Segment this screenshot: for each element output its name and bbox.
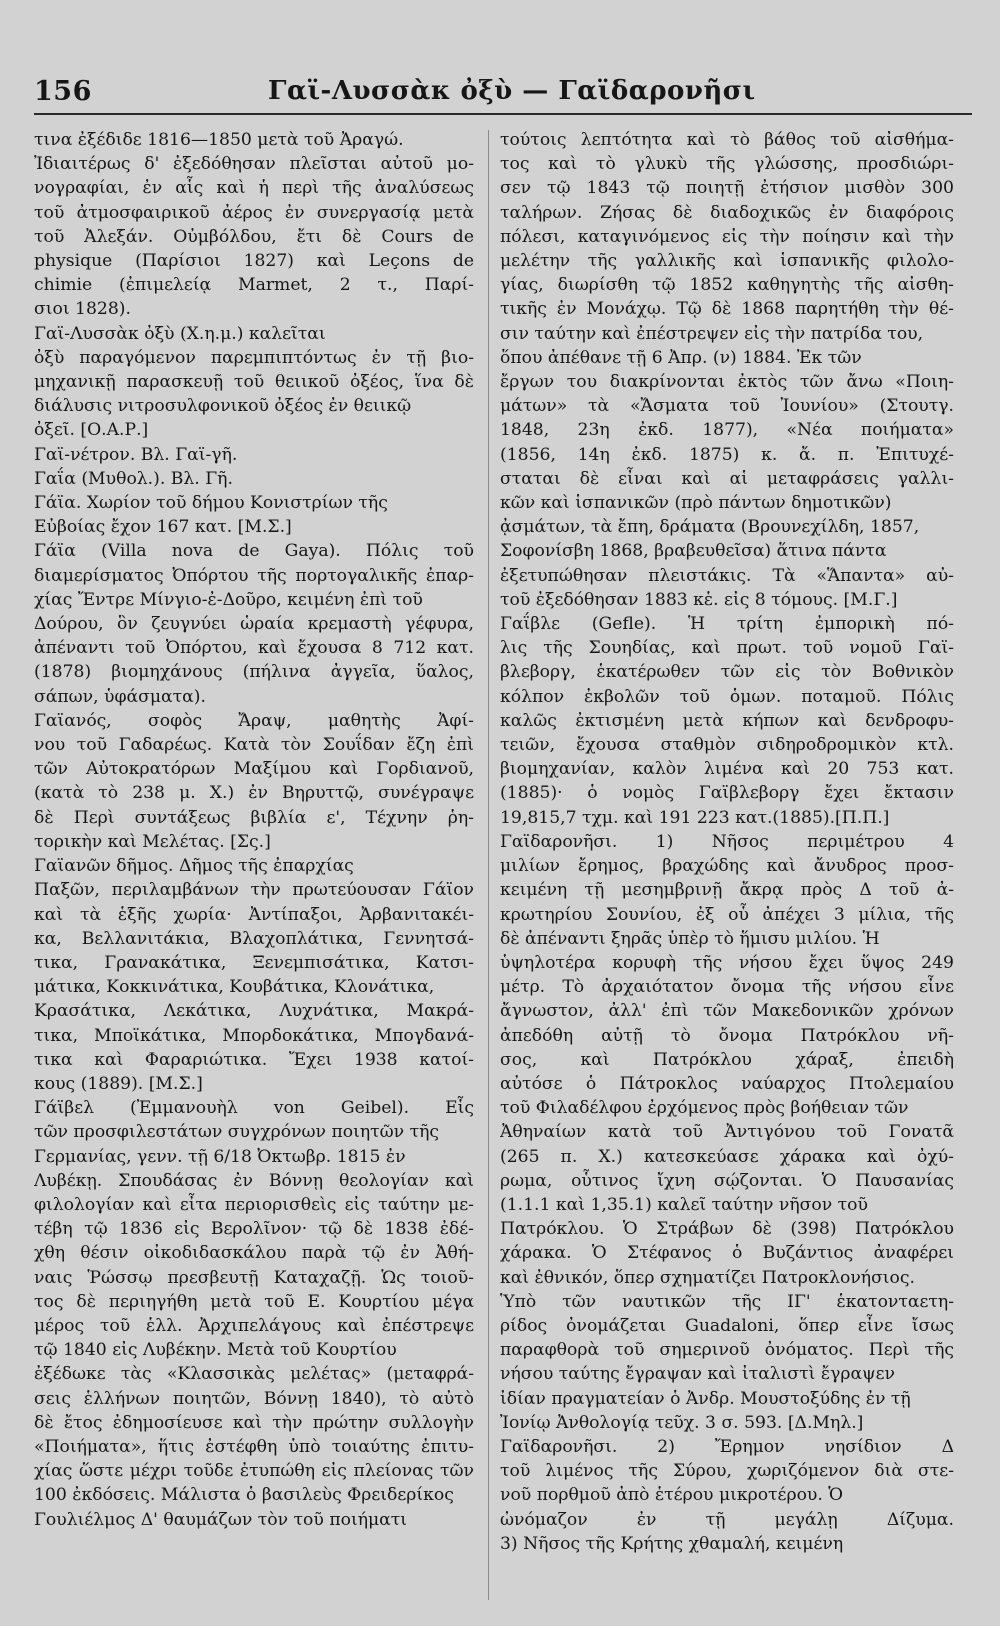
text-line: τῷ 1840 εἰς Λυβέκην. Μετὰ τοῦ Κουρτίου [34,1340,397,1361]
text-line: τοῦ Ἀλεξάν. Οὐμβόλδου, ἔτι δὲ Cours de [34,226,474,247]
text-line: ὑψηλοτέρα κορυφὴ τῆς νήσου ἔχει ὕψος 249 [500,952,954,973]
text-line: χθη θέσιν οἰκοδιδασκάλου παρὰ τῷ ἐν Ἀθή- [34,1243,474,1264]
text-line: ταλήρων. Ζήσας δὲ διαδοχικῶς ἐν διαφόροις [500,202,954,223]
text-line: χίας Ἔντρε Μίνγιο-ἐ-Δοῦρο, κειμένη ἐπὶ τοῦ [34,589,423,610]
text-line: Δούρου, ὃν ζευγνύει ὡραία κρεμαστὴ γέφυρα, [34,614,474,635]
text-line: τῶν Αὐτοκρατόρων Μαξίμου καὶ Γορδιανοῦ, [34,759,474,780]
page-number: 156 [34,76,92,107]
text-line: ὅπου ἀπέθανε τῇ 6 Ἀπρ. (ν) 1884. Ἐκ τῶν [500,347,862,368]
text-line: (1.1.1 καὶ 1,35.1) καλεῖ ταύτην νῆσον τοῦ [500,1194,868,1215]
text-line: Γάϊβελ (Ἐμμανουὴλ von Geibel). Εἷς [34,1098,474,1119]
text-line: Κρασάτικα, Λεκάτικα, Λυχνάτικα, Μακρά- [34,1001,474,1022]
text-line: 1848, 23η ἐκδ. 1877), «Νέα ποιήματα» [500,420,954,441]
text-line: δὲ Περὶ συντάξεως βιβλία ε', Τέχνην ῥη- [34,807,474,828]
text-line: κειμένη τῇ μεσημβρινῇ ἄκρᾳ πρὸς Δ τοῦ ἀ- [500,880,954,901]
text-line: τορικὴν καὶ Μελέτας. [Σς.] [34,831,271,852]
text-line: νου τοῦ Γαδαρέως. Κατὰ τὸν Σουΐδαν ἔζη ἐπὶ [34,735,474,756]
text-line: Εὐβοίας ἔχον 167 κατ. [Μ.Σ.] [34,517,292,538]
text-line: chimie (ἐπιμελείᾳ Marmet, 2 τ., Παρί- [34,275,474,296]
text-line: ἰδίαν πραγματείαν ὁ Ἀνδρ. Μουστοξύδης ἐν τῇ [500,1388,911,1409]
text-line: (1878) βιομηχάνους (πήλινα ἀγγεῖα, ὕαλος, [34,662,474,683]
text-line: τος καὶ τὸ γλυκὺ τῆς γλώσσης, προσδιώρι- [500,154,954,175]
text-line: Γαϊδαρονῆσι. 1) Νῆσος περιμέτρου 4 [500,831,954,852]
text-line: τοῦ Φιλαδέλφου ἐρχόμενος πρὸς βοήθειαν τῶν [500,1098,909,1119]
text-line: δὲ ἔτος ἐδημοσίευσε καὶ τὴν πρώτην συλλογὴν [34,1412,474,1433]
text-line: ᾀσμάτων, τὰ ἔπη, δράματα (Βρουνεχίλδη, 1857, [500,517,920,538]
text-line: τικα, Μποϊκάτικα, Μπορδοκάτικα, Μπογδανά- [34,1025,474,1046]
text-line: Γερμανίας, γενν. τῇ 6/18 Ὀκτωβρ. 1815 ἐν [34,1146,406,1167]
text-line: βλεβοργ, ἑκατέρωθεν τῶν εἰς τὸν Βοθνικὸν [500,662,954,683]
text-line: τειῶν, ἔχουσα σταθμὸν σιδηροδρομικὸν κτλ. [500,735,954,756]
text-line: μηχανικῇ παρασκευῇ τοῦ θειικοῦ ὀξέος, ἵνα δὲ [34,372,474,393]
text-line: ἐξετυπώθησαν πλειστάκις. Τὰ «Ἅπαντα» αὐ- [500,565,954,586]
text-line: κους (1889). [Μ.Σ.] [34,1073,203,1094]
text-line: Πατρόκλου. Ὁ Στράβων δὲ (398) Πατρόκλου [500,1219,954,1240]
text-line: γίας, διωρίσθη τῷ 1852 καθηγητὴς τῆς αἰσθη- [500,275,954,296]
text-line: τικα καὶ Φαραριώτικα. Ἔχει 1938 κατοί- [34,1049,474,1070]
text-line: Παξῶν, περιλαμβάνων τὴν πρωτεύουσαν Γάϊον [34,880,474,901]
text-line: φιλολογίαν καὶ εἶτα περιορισθεὶς εἰς ταύτην με- [34,1194,474,1215]
text-line: Γαϊ-νέτρον. Βλ. Γαϊ-γῆ. [34,444,238,465]
text-line: τινα ἐξέδιδε 1816—1850 μετὰ τοῦ Ἀραγώ. [34,130,404,150]
text-line: ἀπεδόθη αὐτῇ τὸ ὄνομα Πατρόκλου νῆ- [500,1025,954,1046]
text-line: τικα, Γρανακάτικα, Ξενεμπισάτικα, Κατσι- [34,952,474,973]
text-line: Λυβέκῃ. Σπουδάσας ἐν Βόννῃ θεολογίαν καὶ [34,1170,474,1191]
text-line: Γαΐβλε (Gefle). Ἡ τρίτη ἐμπορικὴ πό- [500,614,954,635]
text-line: τέβη τῷ 1836 εἰς Βερολῖνον· τῷ δὲ 1838 ἐδέ- [34,1219,474,1240]
text-line: σεν τῷ 1843 τῷ ποιητῇ ἐτήσιον μισθὸν 300 [500,178,954,199]
text-line: Ἰδιαιτέρως δ' ἐξεδόθησαν πλεῖσται αὐτοῦ μο- [34,154,474,175]
text-line: χίας ὥστε μέχρι τοῦδε ἐτυπώθη εἰς πλείονας τῶν [34,1461,474,1482]
text-line: «Ποιήματα», ἥτις ἐστέφθη ὑπὸ τοιαύτης ἐπιτυ- [34,1436,474,1457]
text-line: κῶν καὶ ἱσπανικῶν (πρὸ πάντων δημοτικῶν) [500,493,892,514]
text-line: τῶν προσφιλεστάτων συγχρόνων ποιητῶν τῆς [34,1122,440,1143]
text-line: μιλίων ἔρημος, βραχώδης καὶ ἄνυδρος προσ- [500,856,954,877]
text-line: διάλυσις νιτροσυλφονικοῦ ὀξέος ἐν θειικῷ [34,396,412,417]
right-column [500,128,954,1556]
text-line: ὀξὺ παραγόμενον παρεμπιπτόντως ἐν τῇ βιο- [34,347,474,368]
text-line: σάπων, ὑφάσματα). [34,686,206,707]
text-line: σταται δὲ εἶναι καὶ αἱ μεταφράσεις γαλλι- [500,468,954,489]
column-divider [488,130,489,1600]
text-line: βιομηχανίαν, καλὸν λιμένα καὶ 20 753 κατ. [500,759,954,780]
text-line: Γουλιέλμος Δ' θαυμάζων τὸν τοῦ ποιήματι [34,1509,408,1530]
text-line: αὐτόσε ὁ Πάτροκλος ναύαρχος Πτολεμαίου [500,1073,954,1094]
text-line: δὲ ἀπέναντι ξηρᾶς ὑπὲρ τὸ ἥμισυ μιλίου. Ἡ [500,928,880,949]
text-line: μέρος τοῦ ἑλλ. Ἀρχιπελάγους καὶ ἐπέστρεψε [34,1315,474,1336]
text-line: Γαϊανός, σοφὸς Ἄραψ, μαθητὴς Ἀφί- [34,710,474,731]
text-line: Γάϊα. Χωρίον τοῦ δήμου Κονιστρίων τῆς [34,493,388,514]
text-line: τοῦ ἀτμοσφαιρικοῦ ἀέρος ἐν συνεργασίᾳ μετὰ [34,202,474,223]
text-line: 19,815,7 τχμ. καὶ 191 223 κατ.(1885).[Π.Π.] [500,807,890,828]
text-line: νογραφίαι, ἐν αἷς καὶ ἡ περὶ τῆς ἀναλύσεως [34,178,474,199]
text-line: ἄγνωστον, ἀλλ' ἐπὶ τῶν Μακεδονικῶν χρόνων [500,1001,954,1022]
text-line: σιν ταύτην καὶ ἐπέστρεψεν εἰς τὴν πατρίδα του, [500,323,924,344]
text-line: καὶ ἐθνικόν, ὅπερ σχηματίζει Πατροκλονήσιος. [500,1267,915,1288]
text-line: πόλεσι, καταγινόμενος εἰς τὴν ποίησιν καὶ τὴν [500,226,954,247]
text-line: (265 π. Χ.) κατεσκεύασε χάρακα καὶ ὀχύ- [500,1146,954,1167]
text-line: ἐξέδωκε τὰς «Κλασσικὰς μελέτας» (μεταφρά- [34,1364,474,1385]
text-line: διαμερίσματος Ὀπόρτου τῆς πορτογαλικῆς ἐπαρ- [34,565,474,586]
text-line: σεις ἑλλήνων ποιητῶν, Βόννῃ 1840), τὸ αὐτὸ [34,1388,474,1409]
text-line: ρίδος ὀνομάζεται Guadaloni, ὅπερ εἶνε ἴσως [500,1315,954,1336]
text-line: καλῶς ἐκτισμένη μετὰ κήπων καὶ δενδροφυ- [500,710,954,731]
text-line: τοῦ ἐξεδόθησαν 1883 κἑ. εἰς 8 τόμους. [Μ.Γ.] [500,589,898,610]
text-line: ὠνόμαζον ἐν τῇ μεγάλῃ Δίζυμα. [500,1509,954,1530]
text-line: νήσου ταύτης ἔγραψαν καὶ ἰταλιστὶ ἔγραψεν [500,1364,895,1385]
text-line: Γαϊδαρονῆσι. 2) Ἔρημον νησίδιον Δ [500,1436,954,1457]
text-line: χάρακα. Ὁ Στέφανος ὁ Βυζάντιος ἀναφέρει [500,1243,954,1264]
text-line: (1856, 14η ἐκδ. 1875) κ. ἄ. π. Ἐπιτυχέ- [500,444,954,465]
text-line: μάτων» τὰ «Ἄσματα τοῦ Ἰουνίου» (Στουτγ. [500,396,954,417]
text-line: Ἰονίῳ Ἀνθολογίᾳ τεῦχ. 3 σ. 593. [Δ.Μηλ.] [500,1412,864,1433]
text-line: (1885)· ὁ νομὸς Γαϊβλεβοργ ἔχει ἔκτασιν [500,783,954,804]
running-title: Γαϊ-Λυσσὰκ ὀξὺ — Γαϊδαρονῆσι [268,76,756,106]
text-line: κόλπον ἐκβολῶν τοῦ ὁμων. ποταμοῦ. Πόλις [500,686,954,707]
text-line: Ὑπὸ τῶν ναυτικῶν τῆς ΙΓ' ἑκατονταετη- [500,1291,954,1312]
text-line: τοῦ λιμένος τῆς Σύρου, χωριζόμενον διὰ στε- [500,1461,954,1482]
text-line: Γαϊ-Λυσσὰκ ὀξὺ (Χ.η.μ.) καλεῖται [34,323,326,344]
text-line: τικῆς ἐν Μονάχῳ. Τῷ δὲ 1868 παρητήθη τὴν θέ- [500,299,954,320]
left-column [34,128,474,1532]
text-line: Γάϊα (Villa nova de Gaya). Πόλις τοῦ [34,541,474,562]
text-line: κρωτηρίου Σουνίου, ἐξ οὗ ἀπέχει 3 μίλια, τῆς [500,904,954,925]
text-line: ναις Ῥώσσῳ πρεσβευτῇ Καταχαζῇ. Ὡς τοιοῦ- [34,1267,474,1288]
text-line: ρωμα, οὗτινος ἴχνη σῴζονται. Ὁ Παυσανίας [500,1170,954,1191]
text-line: physique (Παρίσιοι 1827) καὶ Leçons de [34,251,474,272]
text-line: τος δὲ περιηγήθη μετὰ τοῦ Ε. Κουρτίου μέγα [34,1291,474,1312]
text-line: κα, Βελλανιτάκια, Βλαχοπλάτικα, Γεννητσά- [34,928,474,949]
text-line: ἀπέναντι τοῦ Ὀπόρτου, καὶ ἔχουσα 8 712 κατ. [34,638,474,659]
text-line: 3) Νῆσος τῆς Κρήτης χθαμαλή, κειμένη [500,1533,844,1554]
text-line: Ἀθηναίων κατὰ τοῦ Ἀντιγόνου τοῦ Γονατᾶ [500,1122,954,1143]
text-line: παραφθορὰ τοῦ σημερινοῦ ὀνόματος. Περὶ τῆς [500,1340,954,1361]
text-line: μελέτην τῆς γαλλικῆς καὶ ἱσπανικῆς φιλολο- [500,251,954,272]
text-line: λις τῆς Σουηδίας, καὶ πρωτ. τοῦ νομοῦ Γαϊ- [500,638,954,659]
text-line: 100 ἐκδόσεις. Μάλιστα ὁ βασιλεὺς Φρειδερίκος [34,1485,454,1506]
text-line: ἔργων του διακρίνονται ἐκτὸς τῶν ἄνω «Ποιη- [500,372,954,393]
text-line: σος, καὶ Πατρόκλου χάραξ, ἐπειδὴ [500,1049,954,1070]
text-line: μέτρ. Τὸ ἀρχαιότατον ὄνομα τῆς νήσου εἶνε [500,977,954,998]
text-line: Σοφονίσβη 1868, βραβευθεῖσα) ἅτινα πάντα [500,541,887,562]
text-line: νοῦ πορθμοῦ ἀπὸ ἑτέρου μικροτέρου. Ὁ [500,1485,844,1506]
text-line: (κατὰ τὸ 238 μ. Χ.) ἐν Βηρυττῷ, συνέγραψε [34,783,474,804]
text-line: μάτικα, Κοκκινάτικα, Κουβάτικα, Κλονάτικα, [34,977,435,998]
text-line: καὶ τὰ ἑξῆς χωρία· Ἀντίπαξοι, Ἀρβανιτακέι- [34,904,474,925]
page-header [0,76,1000,116]
text-line: Γαΐα (Μυθολ.). Βλ. Γῆ. [34,468,233,489]
text-line: ὀξεῖ. [Ο.Α.Ρ.] [34,420,149,441]
text-line: τούτοις λεπτότητα καὶ τὸ βάθος τοῦ αἰσθήμα- [500,130,954,150]
header-rule [34,113,972,115]
text-line: Γαϊανῶν δῆμος. Δῆμος τῆς ἐπαρχίας [34,856,354,877]
text-line: σιοι 1828). [34,299,131,320]
